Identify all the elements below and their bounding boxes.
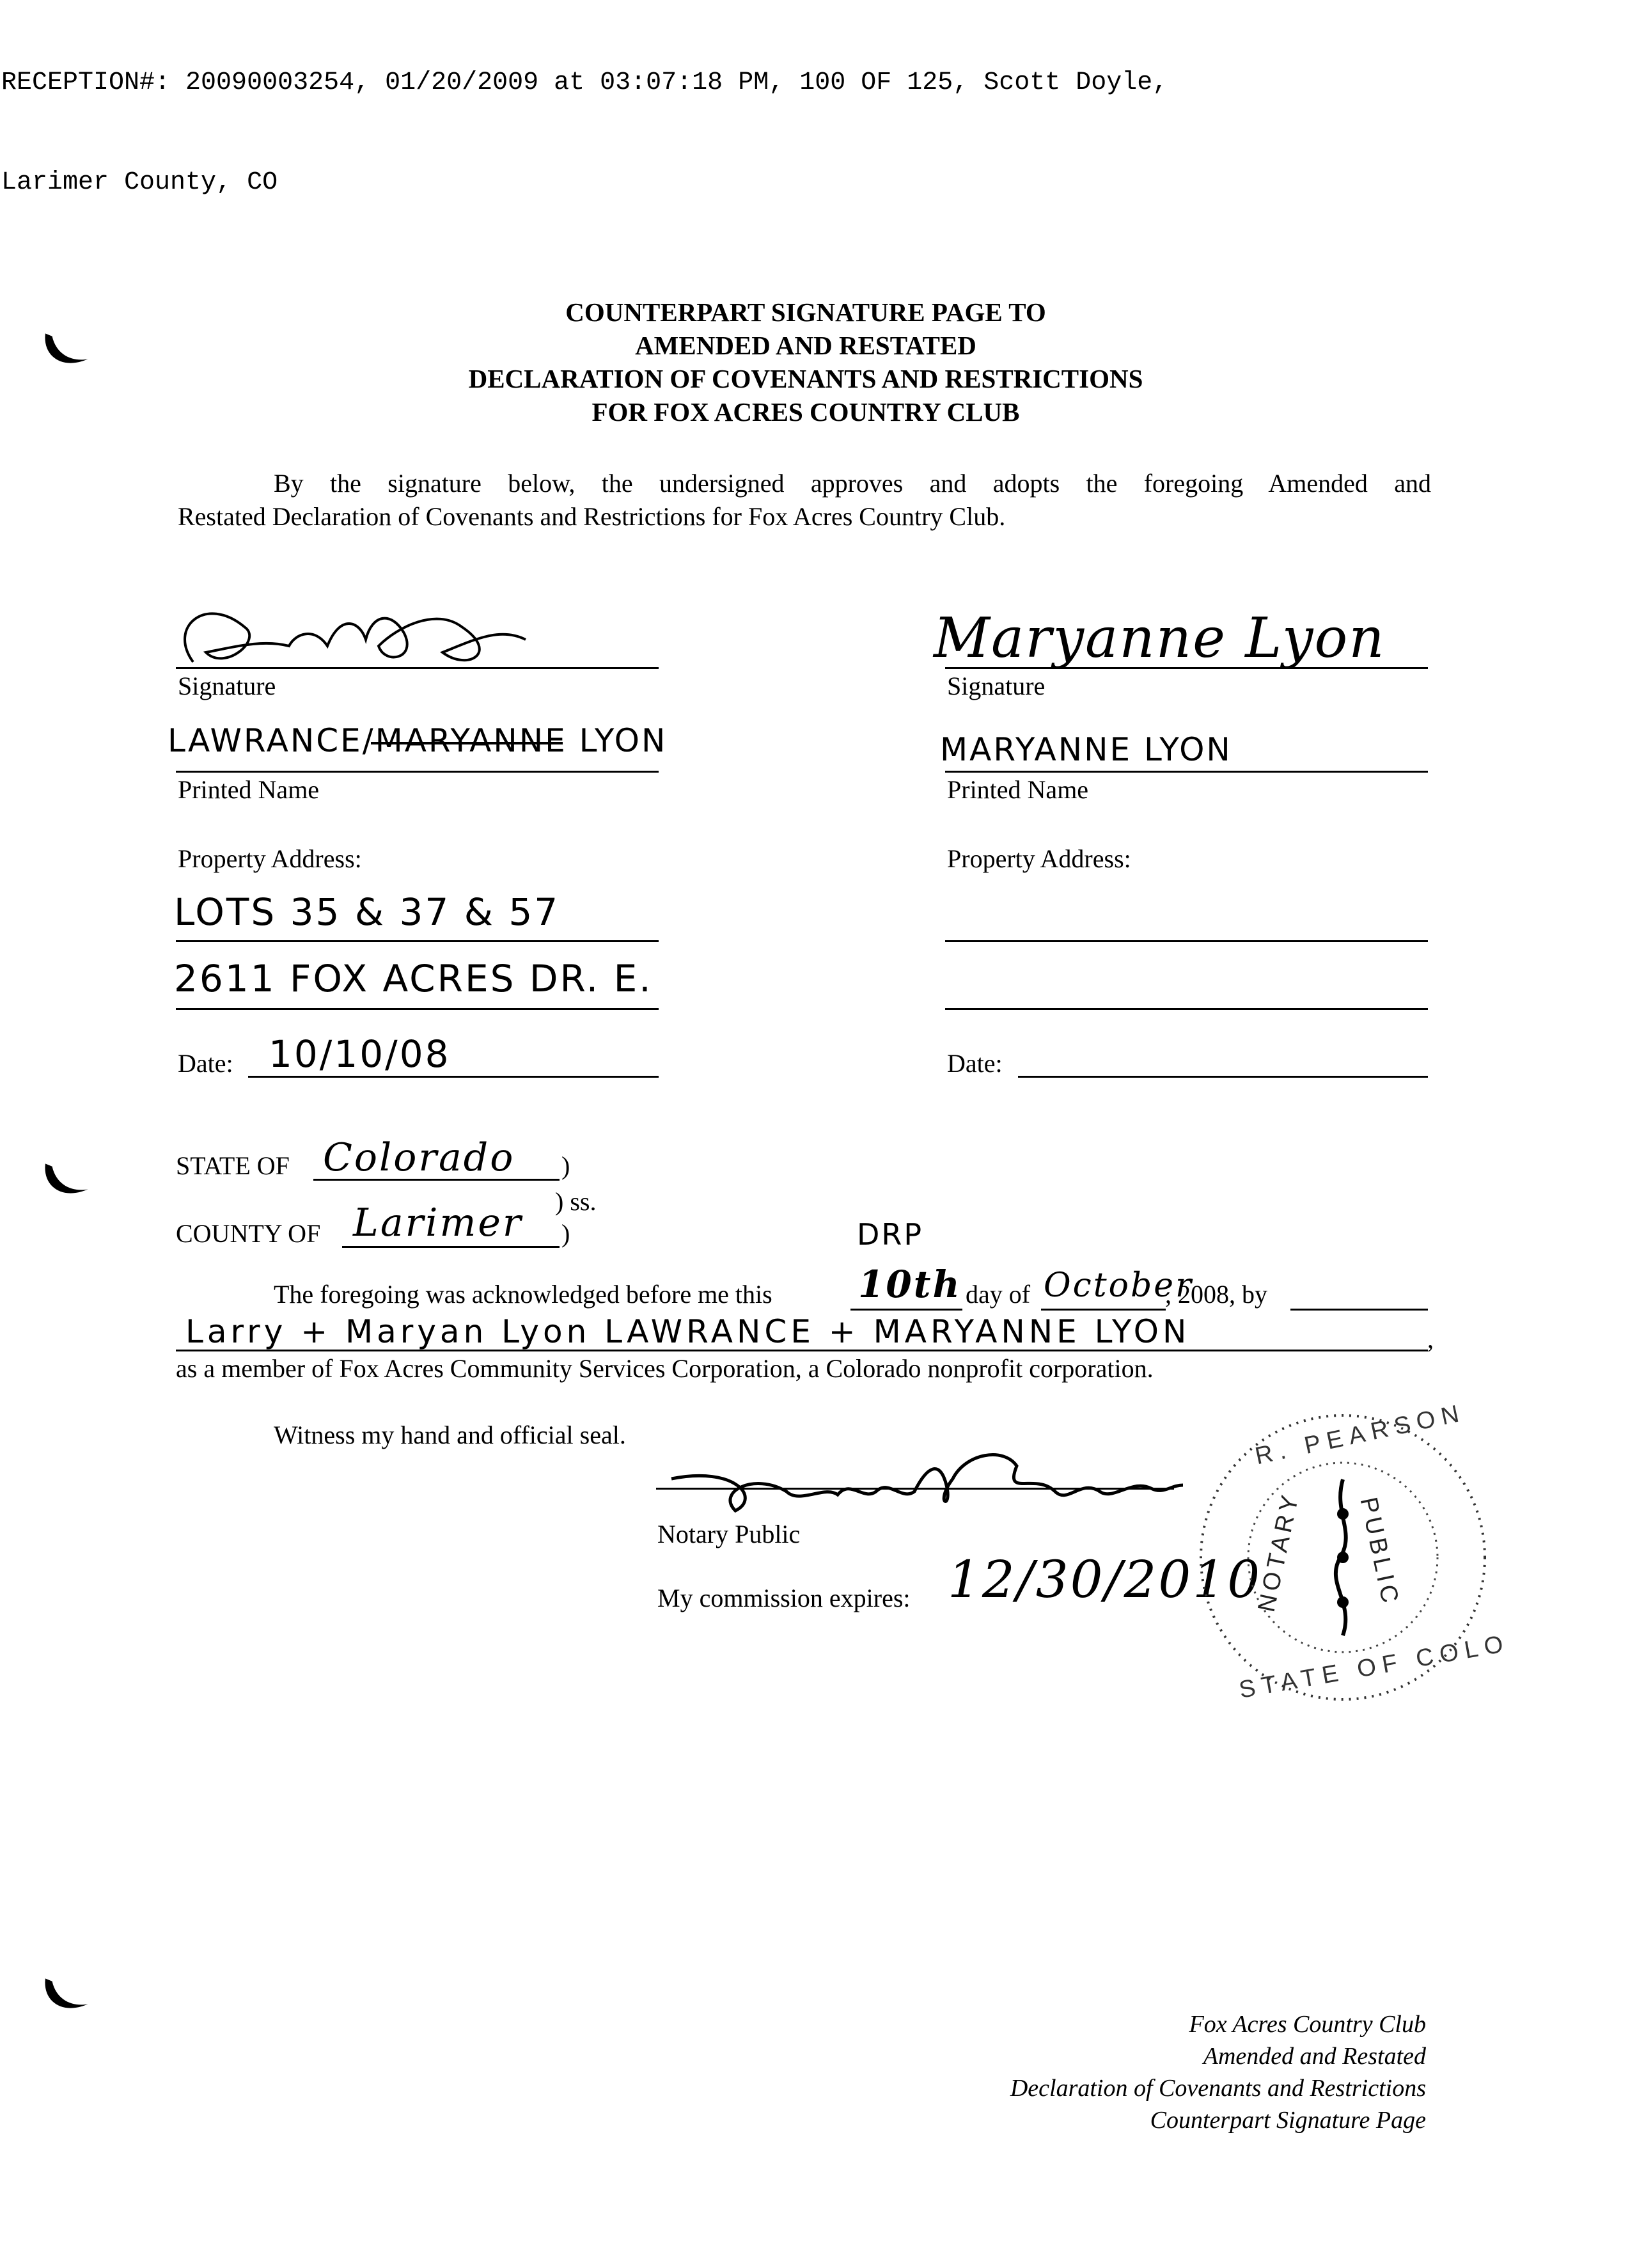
ack-day-line (850, 1309, 962, 1311)
member-line: as a member of Fox Acres Community Services Corporation, a Colorado nonprofit corporation. (176, 1354, 1154, 1383)
left-address-line-1: LOTS 35 & 37 & 57 (174, 890, 560, 934)
right-property-address-label: Property Address: (947, 844, 1131, 873)
right-address-line-2-rule (945, 1008, 1428, 1010)
left-address-line-1-rule (176, 940, 659, 942)
ack-names-value: Larry + Maryan Lyon LAWRANCE + MARYANNE LYON (185, 1313, 1191, 1350)
left-address-line-2: 2611 FOX ACRES DR. E. (174, 957, 653, 1000)
notary-public-line (656, 1488, 1174, 1490)
title-line-4: FOR FOX ACRES COUNTRY CLUB (591, 397, 1020, 427)
left-signature-label: Signature (178, 672, 276, 700)
county-of-label: COUNTY OF (176, 1219, 321, 1248)
right-signature-line (945, 667, 1428, 669)
seal-text-notary: NOTARY (1253, 1489, 1305, 1615)
left-signature-line (176, 667, 659, 669)
day-note-initials: DRP (857, 1217, 924, 1252)
commission-expires-value: 12/30/2010 (948, 1550, 1262, 1609)
reception-header (1, 0, 1168, 233)
right-signature-value: Maryanne Lyon (934, 606, 1386, 670)
left-date-value: 10/10/08 (269, 1032, 451, 1076)
left-printed-name-label: Printed Name (178, 775, 320, 804)
seal-text-public: PUBLIC (1354, 1495, 1404, 1609)
state-of-paren: ) (561, 1151, 570, 1180)
left-printed-name-strike (371, 742, 563, 744)
state-of-line (313, 1179, 560, 1181)
document-title (0, 295, 1611, 429)
seal-text-bottom: STATE OF COLO (1237, 1630, 1512, 1704)
left-date-label: Date: (178, 1049, 233, 1078)
left-date-line (248, 1076, 659, 1078)
ack-day-value: 10th (858, 1263, 962, 1306)
binder-hole-mark-bottom (40, 1970, 91, 2021)
footer-line-1: Fox Acres Country Club (1189, 2011, 1426, 2038)
ack-names-line (176, 1350, 1428, 1351)
commission-expires-label: My commission expires: (657, 1584, 911, 1612)
county-of-paren: ) (561, 1219, 570, 1248)
right-printed-name-line (945, 771, 1428, 773)
right-date-line (1018, 1076, 1428, 1078)
right-printed-name-value: MARYANNE LYON (940, 731, 1232, 768)
reception-line-1: RECEPTION#: 20090003254, 01/20/2009 at 03:07:18 PM, 100 OF 125, Scott Doyle, (1, 68, 1168, 97)
title-line-2: AMENDED AND RESTATED (635, 331, 976, 360)
intro-line-2: Restated Declaration of Covenants and Restrictions for Fox Acres Country Club. (178, 502, 1006, 531)
footer-line-2: Amended and Restated (1203, 2043, 1426, 2070)
footer-block (1010, 2008, 1426, 2136)
reception-line-2: Larimer County, CO (1, 168, 278, 197)
ack-text-part-2: day of (966, 1280, 1031, 1309)
ack-month-value: October (1044, 1266, 1193, 1305)
intro-line-1: By the signature below, the undersigned approves and adopts the foregoing Amended and (274, 469, 1431, 498)
left-signature-scribble (168, 601, 526, 678)
seal-text-top: R. PEARSON (1253, 1399, 1468, 1470)
left-address-line-2-rule (176, 1008, 659, 1010)
state-of-label: STATE OF (176, 1151, 290, 1180)
county-of-line (342, 1246, 560, 1248)
footer-line-4: Counterpart Signature Page (1150, 2107, 1426, 2134)
binder-hole-mark-middle (40, 1155, 91, 1206)
ack-month-line (1041, 1309, 1166, 1311)
state-of-value: Colorado (323, 1135, 515, 1180)
title-line-3: DECLARATION OF COVENANTS AND RESTRICTIONS (468, 364, 1143, 393)
footer-line-3: Declaration of Covenants and Restrictions (1010, 2075, 1426, 2102)
ack-names-comma: , (1427, 1325, 1434, 1353)
right-signature-label: Signature (947, 672, 1046, 700)
right-printed-name-label: Printed Name (947, 775, 1089, 804)
left-property-address-label: Property Address: (178, 844, 362, 873)
ack-by-line (1290, 1309, 1428, 1311)
witness-line: Witness my hand and official seal. (274, 1421, 626, 1449)
right-date-label: Date: (947, 1049, 1003, 1078)
county-of-value: Larimer (353, 1201, 523, 1245)
notary-signature-scribble (659, 1440, 1183, 1517)
left-printed-name-line (176, 771, 659, 773)
left-printed-name-value: LAWRANCE/MARYANNE LYON (168, 722, 668, 759)
ack-text-part-1: The foregoing was acknowledged before me this (274, 1280, 772, 1309)
right-address-line-1-rule (945, 940, 1428, 942)
notary-public-label: Notary Public (657, 1520, 801, 1548)
title-line-1: COUNTERPART SIGNATURE PAGE TO (565, 297, 1046, 327)
ack-text-part-3: , 2008, by (1165, 1280, 1267, 1309)
ss-marker: ) ss. (555, 1187, 597, 1216)
